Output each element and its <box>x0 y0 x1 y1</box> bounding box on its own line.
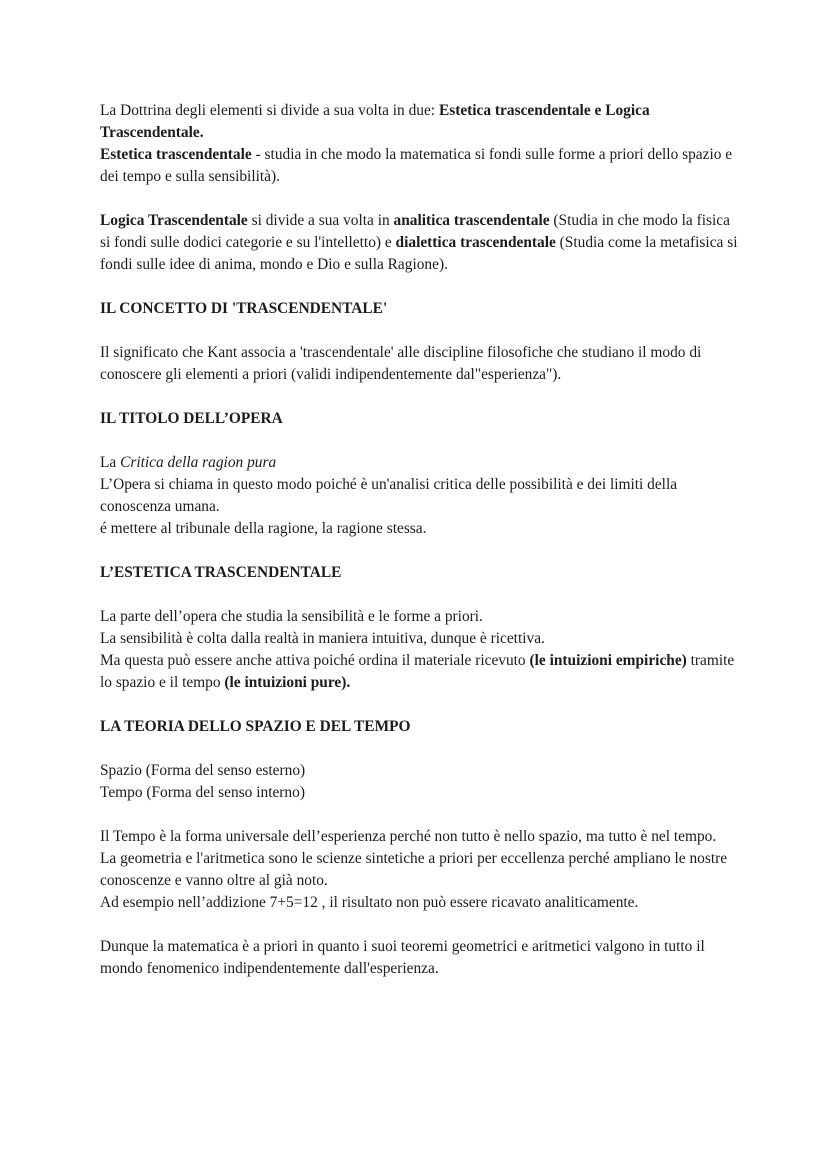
dialettica-term: dialettica trascendentale <box>395 234 556 251</box>
intuizioni-pure: (le intuizioni pure). <box>224 674 351 691</box>
estetica-description: - studia in che modo la matematica si fondi sulle forme a priori dello spazio e dei tempo e sulla sensibilità). <box>100 146 733 185</box>
concetto-body: Il significato che Kant associa a 'trascendentale' alle discipline filosofiche che studiano il modo di conoscere gli elementi a priori (validi indipendentemente dal"esperienza"). <box>100 344 702 383</box>
spacer <box>100 188 740 210</box>
titolo-prefix: La <box>100 454 121 471</box>
teoria-para-1-line-3: Ad esempio nell’addizione 7+5=12 , il risultato non può essere ricavato analiticamente. <box>100 894 639 911</box>
tempo-line: Tempo (Forma del senso interno) <box>100 784 305 801</box>
logica-text-1: si divide a sua volta in <box>247 212 394 229</box>
spacer <box>100 276 740 298</box>
teoria-para-1-line-2: La geometria e l'aritmetica sono le scienze sintetiche a priori per eccellenza perché ampliano le nostre conoscenze e vanno oltre al già noto. <box>100 850 728 889</box>
titolo-line-1 <box>100 452 740 474</box>
titolo-line-3: é mettere al tribunale della ragione, la ragione stessa. <box>100 520 427 537</box>
estetica-line-3 <box>100 650 740 694</box>
heading-teoria: LA TEORIA DELLO SPAZIO E DEL TEMPO <box>100 718 411 735</box>
titolo-line-2: L’Opera si chiama in questo modo poiché è un'analisi critica delle possibilità e dei limiti della conoscenza umana. <box>100 476 678 515</box>
teoria-para-1-line-1: Il Tempo è la forma universale dell’esperienza perché non tutto è nello spazio, ma tutto è nel tempo. <box>100 828 717 845</box>
intro-bold-terms: Estetica trascendentale e Logica Trascendentale. <box>100 102 650 141</box>
spazio-line: Spazio (Forma del senso esterno) <box>100 762 306 779</box>
intro-paragraph-divisione <box>100 100 740 144</box>
logica-text-2: (Studia in che modo la fisica si fondi sulle dodici categorie e su l'intelletto) e <box>100 212 730 251</box>
titolo-opera-italic: Critica della ragion pura <box>120 454 277 471</box>
spacer <box>100 320 740 342</box>
estetica-definition <box>100 144 740 188</box>
heading-titolo: IL TITOLO DELL’OPERA <box>100 410 283 427</box>
logica-text-3: (Studia come la metafisica si fondi sulle idee di anima, mondo e Dio e sulla Ragione). <box>100 234 738 273</box>
heading-estetica: L’ESTETICA TRASCENDENTALE <box>100 564 342 581</box>
estetica-line-2: La sensibilità è colta dalla realtà in maniera intuitiva, dunque è ricettiva. <box>100 630 545 647</box>
estetica-term: Estetica trascendentale <box>100 146 252 163</box>
document-page <box>100 100 740 980</box>
analitica-term: analitica trascendentale <box>393 212 550 229</box>
spacer <box>100 430 740 452</box>
spacer <box>100 694 740 716</box>
intro-text: La Dottrina degli elementi si divide a sua volta in due: <box>100 102 439 119</box>
logica-term: Logica Trascendentale <box>100 212 248 229</box>
spacer <box>100 804 740 826</box>
spacer <box>100 738 740 760</box>
estetica-line-1: La parte dell’opera che studia la sensibilità e le forme a priori. <box>100 608 483 625</box>
intuizioni-empiriche: (le intuizioni empiriche) <box>529 652 687 669</box>
spacer <box>100 914 740 936</box>
logica-definition <box>100 210 740 276</box>
estetica-line-3-text-2: tramite lo spazio e il tempo <box>100 652 735 691</box>
spacer <box>100 540 740 562</box>
spacer <box>100 584 740 606</box>
spacer <box>100 386 740 408</box>
teoria-para-2: Dunque la matematica è a priori in quanto i suoi teoremi geometrici e aritmetici valgono in tutto il mondo fenomenico indipendentemente dall'esperienza. <box>100 938 705 977</box>
estetica-line-3-text-1: Ma questa può essere anche attiva poiché ordina il materiale ricevuto <box>100 652 530 669</box>
heading-concetto: IL CONCETTO DI 'TRASCENDENTALE' <box>100 300 388 317</box>
